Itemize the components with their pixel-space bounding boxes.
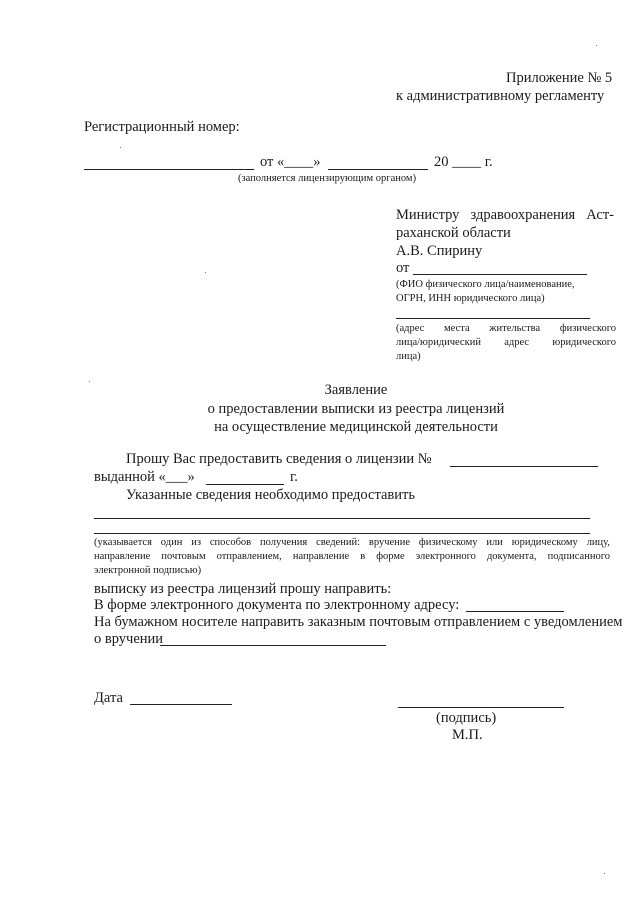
registration-number-line[interactable]	[84, 169, 254, 170]
address-note-1: (адрес места жительства физического	[396, 323, 616, 334]
issued-date-line[interactable]	[206, 484, 284, 485]
fio-note-2: ОГРН, ИНН юридического лица)	[396, 293, 545, 304]
extract-text: выписку из реестра лицензий прошу направить:	[94, 581, 392, 597]
applicant-address-line[interactable]	[396, 318, 590, 319]
request-text: Прошу Вас предоставить сведения о лицензии №	[126, 451, 432, 467]
method-line-1[interactable]	[94, 518, 590, 519]
stamp-label: М.П.	[452, 727, 483, 743]
document-subtitle-2: на осуществление медицинской деятельности	[214, 419, 498, 435]
signature-line[interactable]	[398, 707, 564, 708]
paper-option-line-1: На бумажном носителе направить заказным почтовым отправлением с уведомлением	[94, 614, 623, 630]
addressee-line-3: А.В. Спирину	[396, 243, 483, 259]
regulation-reference: к административному регламенту	[396, 88, 605, 104]
document-title: Заявление	[324, 382, 388, 398]
method-note-2: направление почтовым отправлением, направление в форме электронного документа, подписанного	[94, 551, 610, 562]
date-line[interactable]	[130, 704, 232, 705]
fio-note-1: (ФИО физического лица/наименование,	[396, 279, 575, 290]
signature-label: (подпись)	[436, 710, 497, 726]
applicant-name-line[interactable]	[413, 274, 587, 275]
scan-speck	[205, 272, 206, 273]
addressee-line-2: раханской области	[396, 225, 511, 241]
provide-text: Указанные сведения необходимо предоставить	[126, 487, 415, 503]
electronic-option: В форме электронного документа по электронному адресу:	[94, 597, 460, 613]
address-note-2: лица/юридический адрес юридического	[396, 337, 616, 348]
scan-speck	[604, 873, 605, 874]
delivery-line[interactable]	[160, 645, 386, 646]
license-number-line[interactable]	[450, 466, 598, 467]
email-address-line[interactable]	[466, 611, 564, 612]
registration-label: Регистрационный номер:	[84, 119, 240, 135]
issued-year-suffix: г.	[290, 469, 298, 485]
registration-note: (заполняется лицензирующим органом)	[238, 173, 417, 184]
method-note-1: (указывается один из способов получения сведений: вручение физическому или юридическому лицу,	[94, 537, 610, 548]
scan-speck	[120, 147, 121, 148]
addressee-from-label: от	[396, 260, 410, 276]
method-line-2[interactable]	[94, 533, 590, 534]
registration-date-line[interactable]	[328, 169, 428, 170]
date-label: Дата	[94, 690, 123, 706]
appendix-number: Приложение № 5	[506, 70, 613, 86]
issued-label: выданной «___»	[94, 469, 195, 485]
document-subtitle-1: о предоставлении выписки из реестра лицензий	[207, 401, 505, 417]
address-note-3: лица)	[396, 351, 421, 362]
registration-year: 20 ____ г.	[434, 154, 493, 170]
paper-option-line-2: о вручении	[94, 631, 164, 647]
registration-date-from: от «____»	[260, 154, 321, 170]
scan-speck	[596, 45, 597, 46]
method-note-3: электронной подписью)	[94, 565, 202, 576]
addressee-line-1: Министру здравоохранения Аст-	[396, 207, 614, 223]
scan-speck	[89, 381, 90, 382]
